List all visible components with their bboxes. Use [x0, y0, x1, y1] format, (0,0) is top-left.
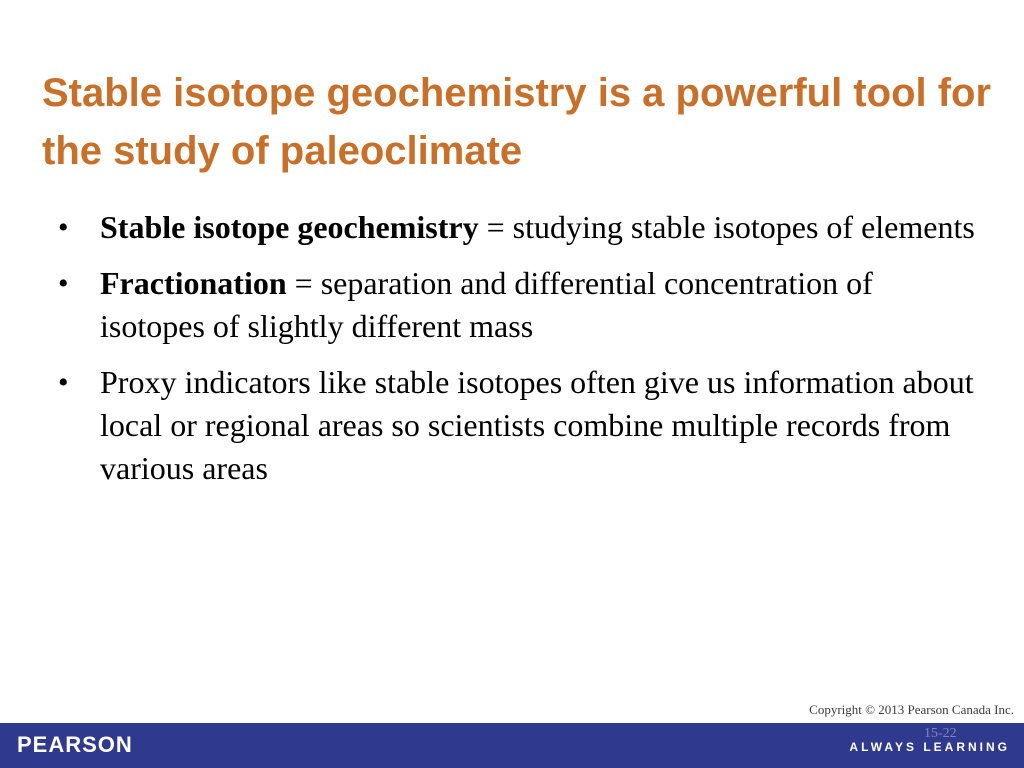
- pearson-logo: PEARSON: [17, 732, 133, 757]
- bullet-marker: •: [58, 267, 69, 300]
- bullet-text: Proxy indicators like stable isotopes often give us information about local or regional areas so scientists combine multiple records from various areas: [100, 364, 974, 486]
- bullet-term: Fractionation: [100, 265, 287, 301]
- bullet-item: [58, 206, 978, 249]
- bullet-marker: •: [58, 211, 69, 244]
- bullet-term: Stable isotope geochemistry: [100, 209, 479, 245]
- bullet-list: [58, 206, 978, 503]
- bullet-marker: •: [58, 366, 69, 399]
- slide-number: 15-22: [924, 726, 957, 741]
- bullet-text: = separation and differential concentration of isotopes of slightly different mass: [100, 265, 873, 344]
- bullet-item: [58, 361, 978, 490]
- bullet-item: [58, 262, 978, 348]
- copyright-notice: Copyright © 2013 Pearson Canada Inc.: [809, 702, 1014, 717]
- footer-bar: [0, 723, 1024, 768]
- tagline: ALWAYS LEARNING: [849, 740, 1010, 754]
- slide-title: Stable isotope geochemistry is a powerful tool for the study of paleoclimate: [42, 71, 992, 173]
- bullet-text: = studying stable isotopes of elements: [478, 209, 975, 245]
